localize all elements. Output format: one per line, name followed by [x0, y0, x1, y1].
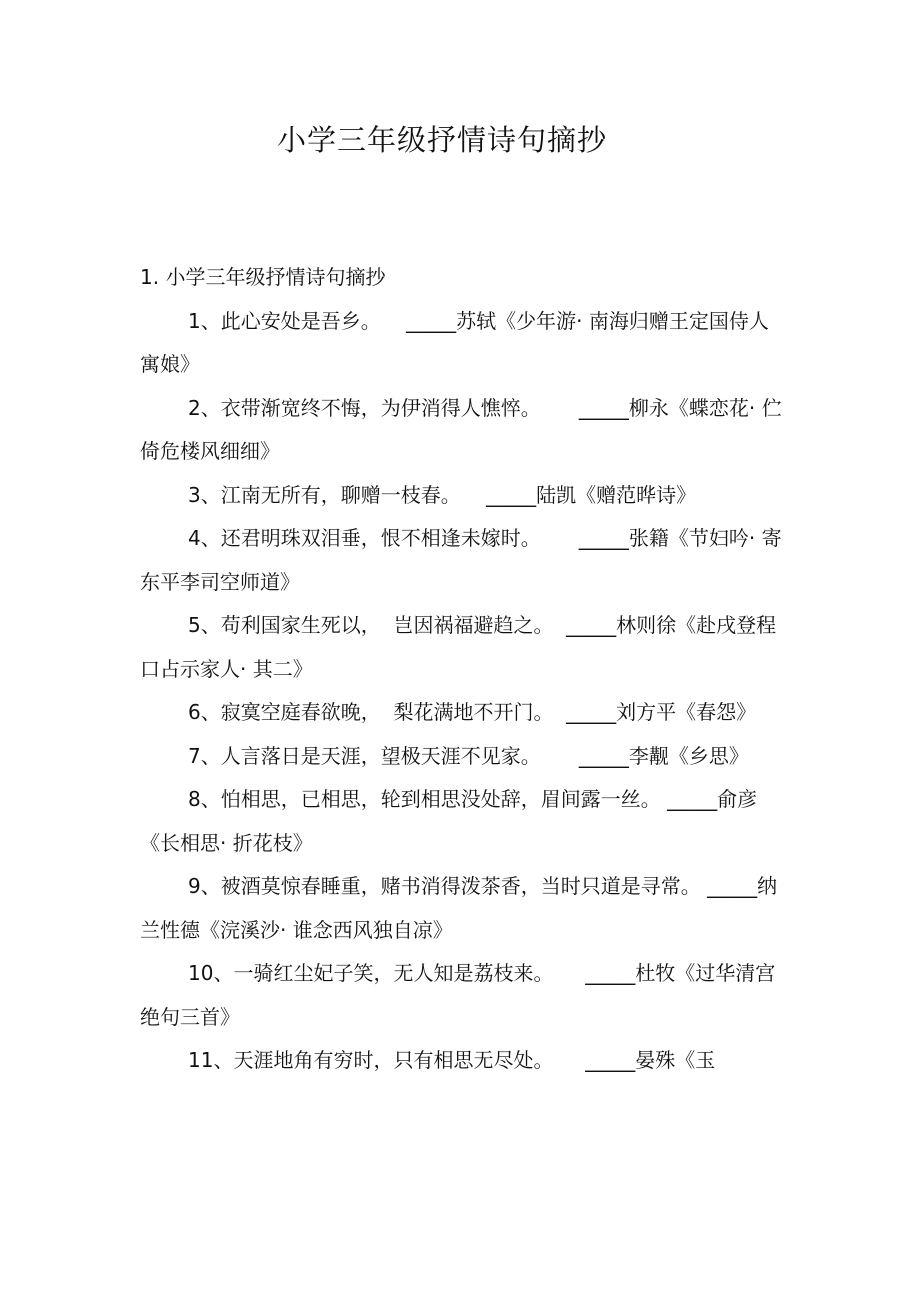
- poem-item-7: 7、人言落日是天涯，望极天涯不见家。 _____李觏《乡思》: [188, 743, 749, 768]
- poem-item-6: 6、寂寞空庭春欲晚， 梨花满地不开门。 _____刘方平《春怨》: [188, 700, 757, 724]
- poem-item-4: 4、还君明珠双泪垂，恨不相逢未嫁时。 _____张籍《节妇吟· 寄东平李司空师道》: [140, 526, 782, 594]
- poem-item-9: 9、被酒莫惊春睡重，赌书消得泼茶香，当时只道是寻常。 _____纳兰性德《浣溪沙· 谁念西风独自凉》: [140, 874, 778, 942]
- page-title: 小学三年级抒情诗句摘抄: [276, 123, 607, 157]
- document-body: [140, 256, 782, 1083]
- poem-item-3: 3、江南无所有，聊赠一枝春。 _____陆凯《赠范晔诗》: [188, 482, 697, 507]
- poem-item-5: 5、苟利国家生死以， 岂因祸福避趋之。 _____林则徐《赴戌登程口占示家人· 其二》: [140, 613, 777, 681]
- poem-item-11: 11、天涯地角有穷时，只有相思无尽处。 _____晏殊《玉: [188, 1048, 716, 1072]
- section-heading: 1. 小学三年级抒情诗句摘抄: [140, 265, 386, 289]
- poem-item-2: 2、衣带渐宽终不悔，为伊消得人憔悴。 _____柳永《蝶恋花· 伫倚危楼风细细》: [140, 395, 782, 463]
- poem-item-10: 10、一骑红尘妃子笑，无人知是荔枝来。 _____杜牧《过华清宫绝句三首》: [140, 961, 776, 1029]
- poem-item-8: 8、怕相思，已相思，轮到相思没处辞，眉间露一丝。 _____俞彦《长相思· 折花枝》: [140, 787, 758, 855]
- poem-item-1: 1、此心安处是吾乡。 _____苏轼《少年游· 南海归赠王定国侍人寓娘》: [140, 308, 769, 376]
